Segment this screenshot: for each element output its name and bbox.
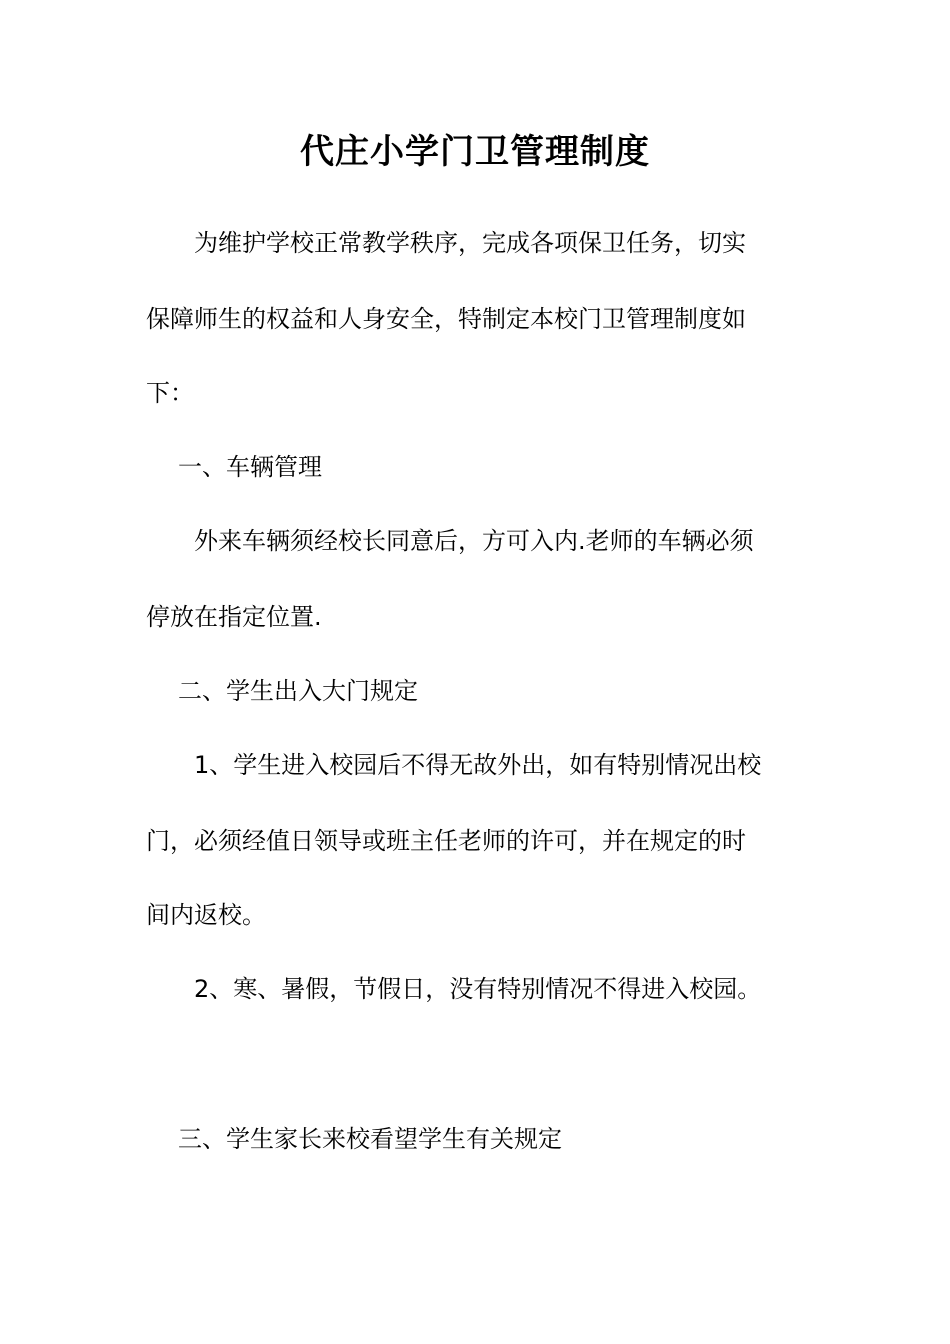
intro-line-1: 为维护学校正常教学秩序，完成各项保卫任务，切实: [194, 229, 746, 257]
section-2-item-1-line-3: 间内返校。: [146, 901, 266, 929]
document-title: 代庄小学门卫管理制度: [300, 132, 650, 172]
section-2-heading: 二、学生出入大门规定: [178, 677, 418, 705]
section-3-heading: 三、学生家长来校看望学生有关规定: [178, 1125, 562, 1153]
section-1-body-line-2: 停放在指定位置.: [146, 603, 322, 631]
section-1-body-line-1: 外来车辆须经校长同意后，方可入内.老师的车辆必须: [194, 527, 754, 555]
intro-line-2: 保障师生的权益和人身安全，特制定本校门卫管理制度如: [146, 305, 746, 333]
intro-line-3: 下：: [146, 379, 194, 407]
section-2-item-2: 2、寒、暑假，节假日，没有特别情况不得进入校园。: [194, 975, 762, 1003]
section-2-item-1-line-1: 1、学生进入校园后不得无故外出，如有特别情况出校: [194, 751, 762, 779]
section-1-heading: 一、车辆管理: [178, 453, 322, 481]
section-2-item-1-line-2: 门，必须经值日领导或班主任老师的许可，并在规定的时: [146, 827, 746, 855]
